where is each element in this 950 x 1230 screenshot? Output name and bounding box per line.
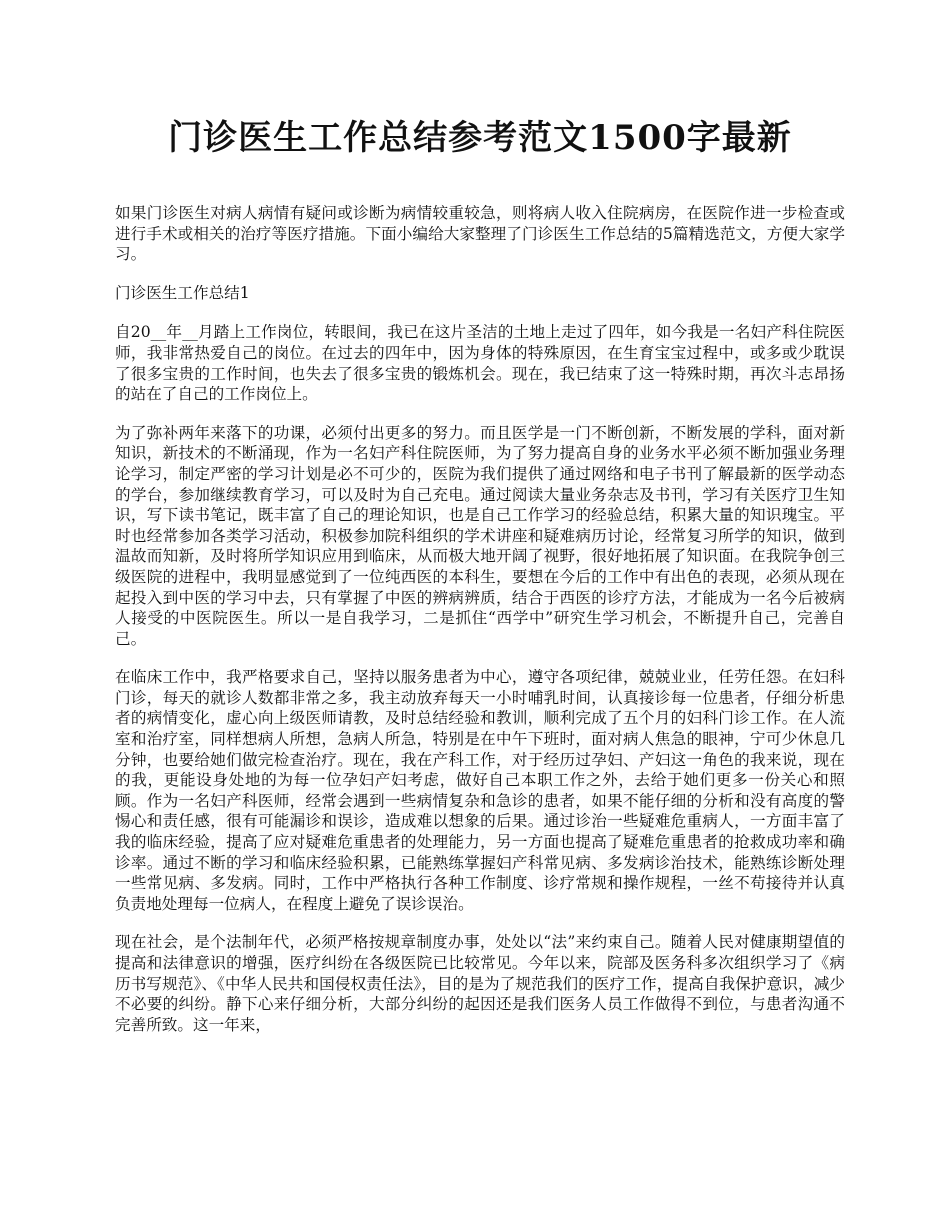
section-heading: 门诊医生工作总结1 (115, 283, 250, 302)
body-paragraph-4: 现在社会，是个法制年代，必须严格按规章制度办事，处处以“法”来约束自己。随着人民对健康期望值的提高和法律意识的增强，医疗纠纷在各级医院已比较常见。今年以来，院部及医务科多次组织学习了《病历书写规范》、《中华人民共和国侵权责任法》，目的是为了规范我们的医疗工作，提高自我保护意识，减少不必要的纠纷。静下心来仔细分析，大部分纠纷的起因还是我们医务人员工作做得不到位，与患者沟通不完善所致。这一年来， (115, 933, 845, 1034)
body-paragraph-1: 自20__年__月踏上工作岗位，转眼间，我已在这片圣洁的土地上走过了四年，如今我是一名妇产科住院医师，我非常热爱自己的岗位。在过去的四年中，因为身体的特殊原因，在生育宝宝过程中，或多或少耽误了很多宝贵的工作时间，也失去了很多宝贵的锻炼机会。现在，我已结束了这一特殊时期，再次斗志昂扬的站在了自己的工作岗位上。 (115, 323, 845, 404)
document-title: 门诊医生工作总结参考范文1500字最新 (168, 118, 792, 158)
document-page (115, 110, 845, 1053)
body-paragraph-3: 在临床工作中，我严格要求自己，坚持以服务患者为中心，遵守各项纪律，兢兢业业，任劳任怨。在妇科门诊，每天的就诊人数都非常之多，我主动放弃每天一小时哺乳时间，认真接诊每一位患者，仔细分析患者的病情变化，虚心向上级医师请教，及时总结经验和教训，顺利完成了五个月的妇科门诊工作。在人流室和治疗室，同样想病人所想，急病人所急，特别是在中午下班时，面对病人焦急的眼神，宁可少休息几分钟，也要给她们做完检查治疗。现在，我在产科工作，对于经历过孕妇、产妇这一角色的我来说，现在的我，更能设身处地的为每一位孕妇产妇考虑，做好自己本职工作之外，去给于她们更多一份关心和照顾。作为一名妇产科医师，经常会遇到一些病情复杂和急诊的患者，如果不能仔细的分析和没有高度的警惕心和责任感，很有可能漏诊和误诊，造成难以想象的后果。通过诊治一些疑难危重病人，一方面丰富了我的临床经验，提高了应对疑难危重患者的处理能力，另一方面也提高了疑难危重患者的抢救成功率和确诊率。通过不断的学习和临床经验积累，已能熟练掌握妇产科常见病、多发病诊治技术，能熟练诊断处理一些常见病、多发病。同时，工作中严格执行各种工作制度、诊疗常规和操作规程，一丝不苟接待并认真负责地处理每一位病人，在程度上避免了误诊误治。 (115, 668, 845, 913)
intro-paragraph: 如果门诊医生对病人病情有疑问或诊断为病情较重较急，则将病人收入住院病房，在医院作进一步检查或进行手术或相关的治疗等医疗措施。下面小编给大家整理了门诊医生工作总结的5篇精选范文，方便大家学习。 (115, 204, 845, 264)
body-paragraph-2: 为了弥补两年来落下的功课，必须付出更多的努力。而且医学是一门不断创新，不断发展的学科，面对新知识，新技术的不断涌现，作为一名妇产科住院医师，为了努力提高自身的业务水平必须不断加强业务理论学习，制定严密的学习计划是必不可少的，医院为我们提供了通过网络和电子书刊了解最新的医学动态的学台，参加继续教育学习，可以及时为自己充电。通过阅读大量业务杂志及书刊，学习有关医疗卫生知识，写下读书笔记，既丰富了自己的理论知识，也是自己工作学习的经验总结，积累大量的知识瑰宝。平时也经常参加各类学习活动，积极参加院科组织的学术讲座和疑难病历讨论，经常复习所学的知识，做到温故而知新，及时将所学知识应用到临床，从而极大地开阔了视野，很好地拓展了知识面。在我院争创三级医院的进程中，我明显感觉到了一位纯西医的本科生，要想在今后的工作中有出色的表现，必须从现在起投入到中医的学习中去，只有掌握了中医的辨病辨质，结合于西医的诊疗方法，才能成为一名今后被病人接受的中医院医生。所以一是自我学习，二是抓住“西学中”研究生学习机会，不断提升自己，完善自己。 (115, 423, 845, 648)
